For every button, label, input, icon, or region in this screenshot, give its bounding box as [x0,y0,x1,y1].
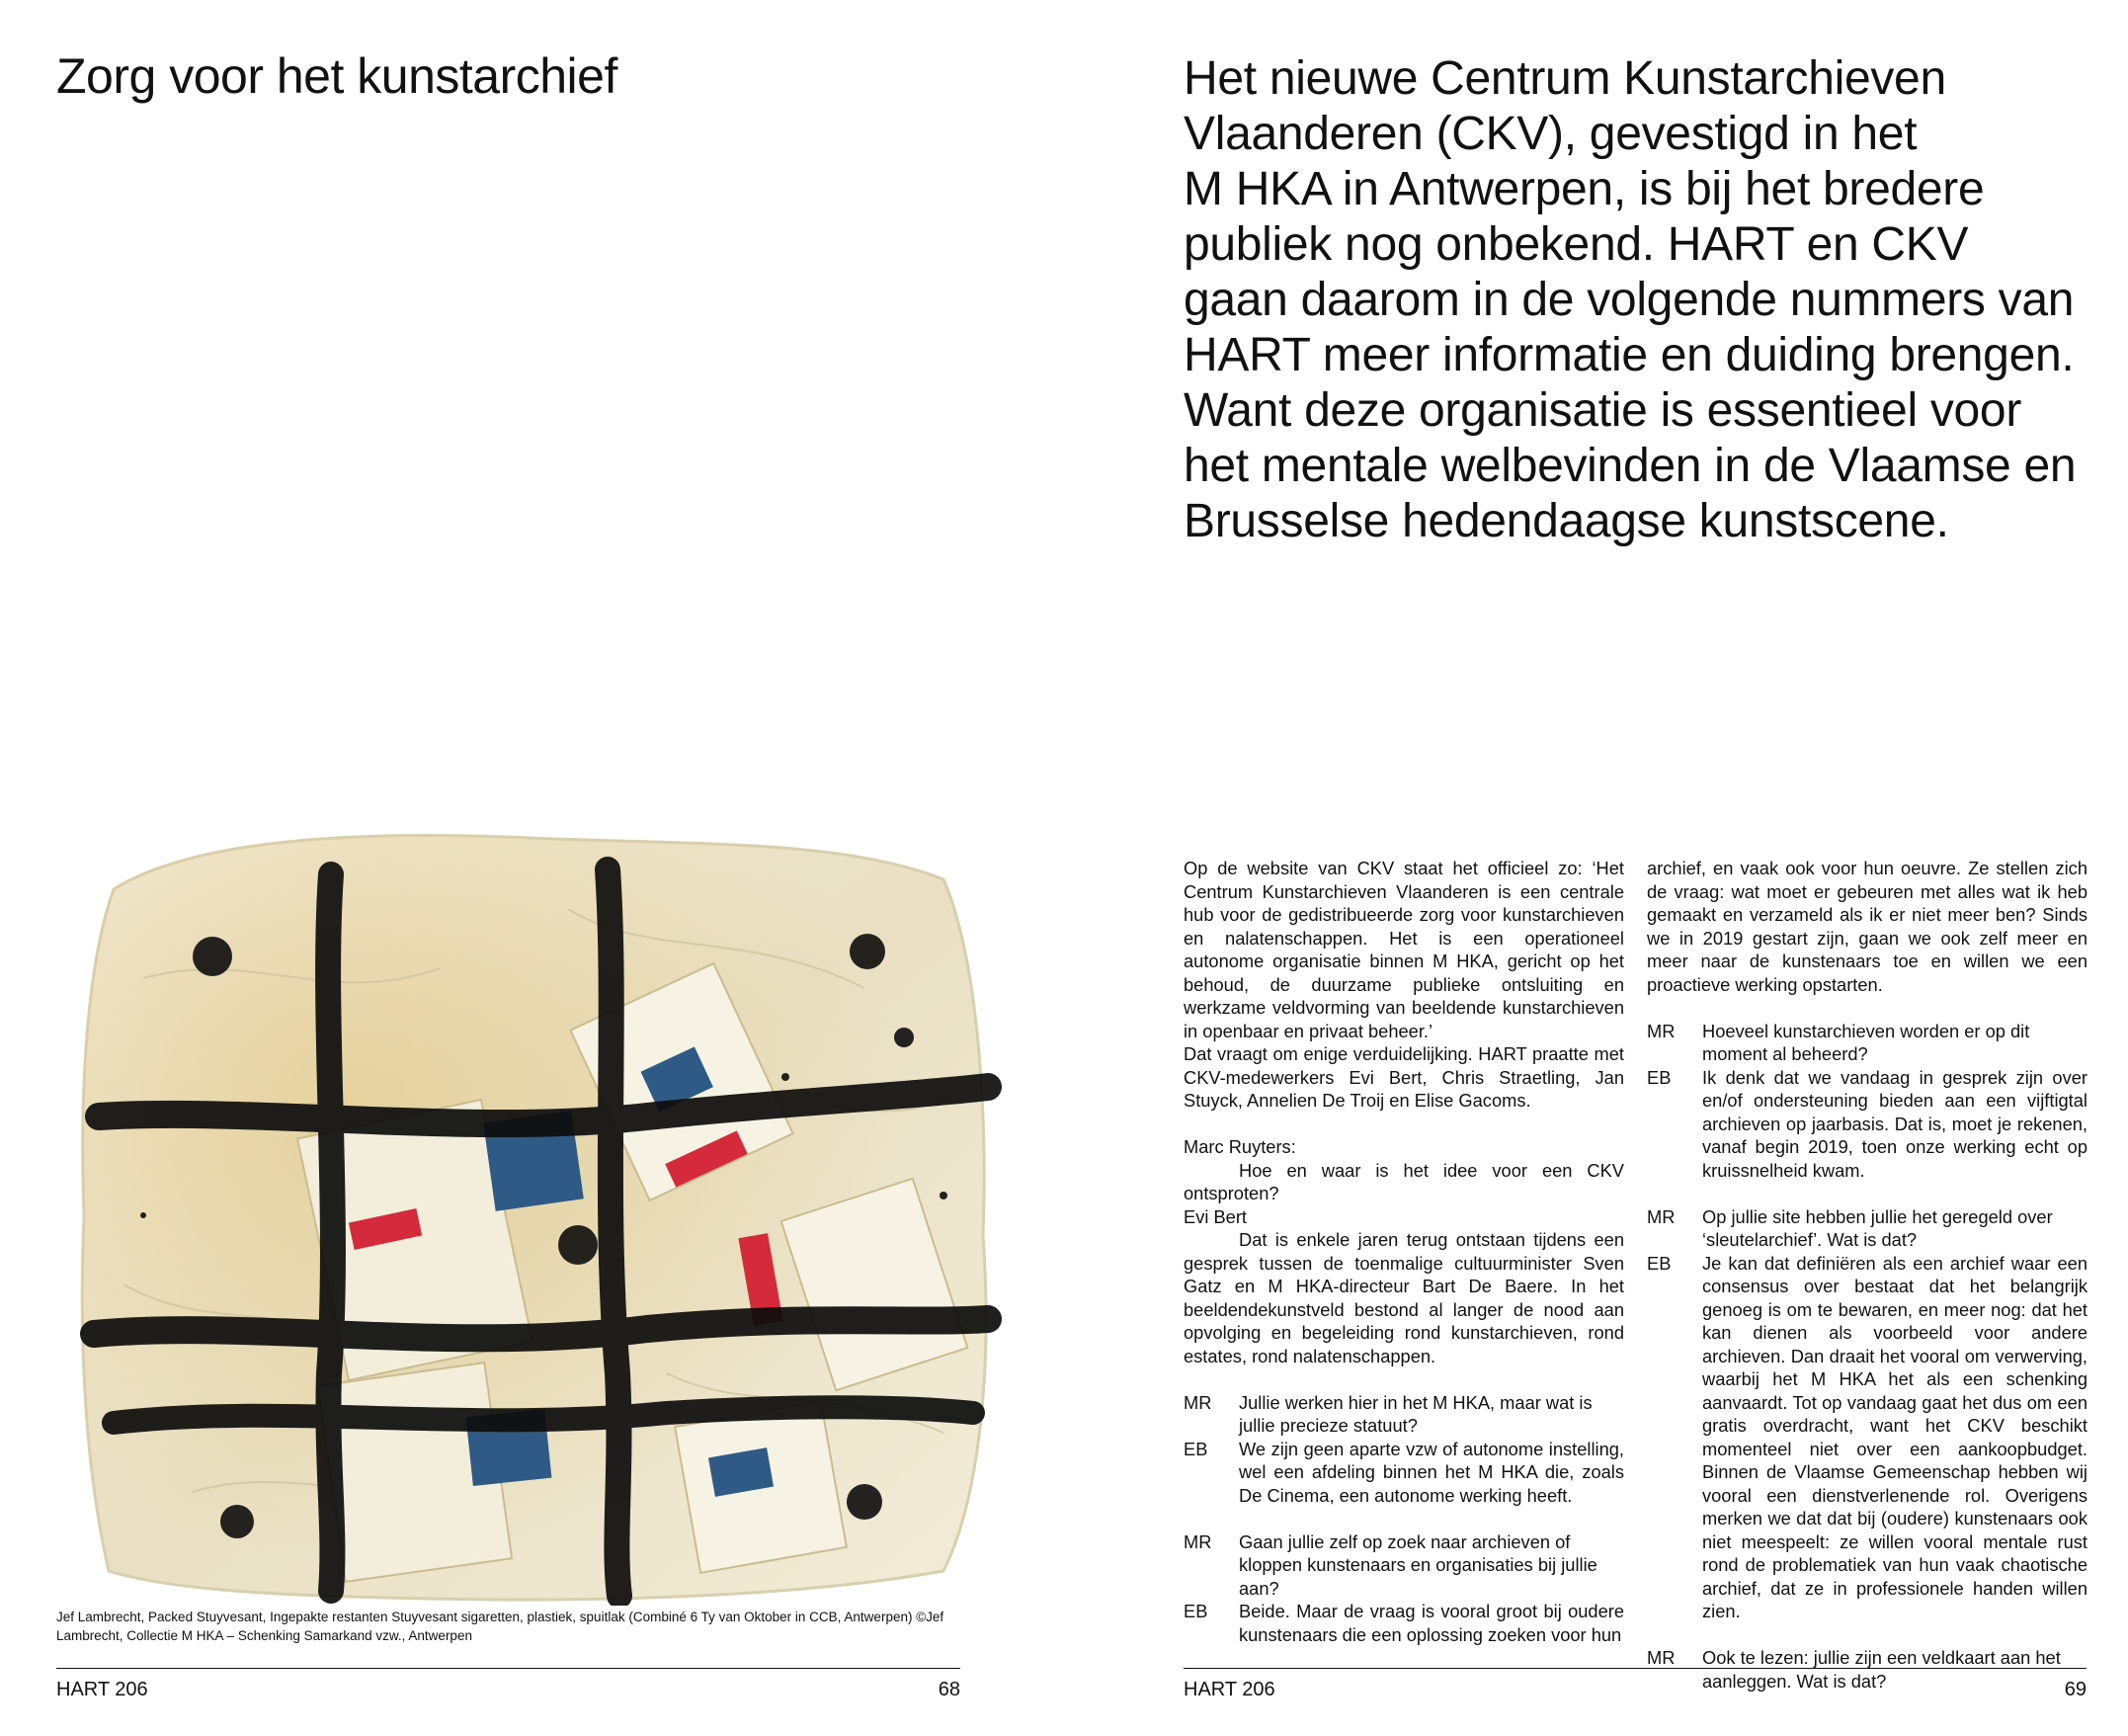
question: Gaan jullie zelf op zoek naar archieven of kloppen kunstenaars en organisaties bij jullie aan? [1239,1530,1597,1599]
lead-paragraph [1184,51,2102,549]
question-block [1184,1391,1624,1438]
question: Ook te lezen: jullie zijn een veldkaart aan het aanleggen. Wat is dat? [1702,1647,2061,1692]
answer: Dat is enkele jaren terug ontstaan tijdens een gesprek tussen de toenmalige cultuurminister Sven Gatz en M HKA-directeur Bart De Baere. In het beeldendekunstveld bestond al langer de nood aan opvolging en begeleiding rond kunstarchieven, rond estates, rond nalatenschappen. [1184,1229,1624,1366]
speaker-initials: EB [1647,1252,1672,1274]
answer: Ik denk dat we vandaag in gesprek zijn over en/of ondersteuning bieden aan een vijftigtal archieven op jaarbasis. Dat is, moet je rekenen, vanaf begin 2019, toen onze werking echt op kruissnelheid kwam. [1702,1066,2087,1181]
speaker-name: Marc Ruyters: [1184,1136,1296,1157]
question: Op jullie site hebben jullie het geregeld over ‘sleutelarchief’. Wat is dat? [1702,1205,2053,1250]
right-footer [1184,1668,2087,1708]
image-caption: Jef Lambrecht, Packed Stuyvesant, Ingepakte restanten Stuyvesant sigaretten, plastiek, spuitlak (Combiné 6 Ty van Oktober in CCB, Antwerpen) ©Jef Lambrecht, Collectie M HKA – Schenking Samarkand vzw., Antwerpen [56,1610,944,1643]
lead-line: HART meer informatie en duiding brengen. [1184,329,2075,381]
left-footer [56,1668,960,1708]
question-block [1647,1205,2087,1252]
speaker-name: Evi Bert [1184,1205,1248,1227]
right-page [1064,0,2128,1736]
question: Hoeveel kunstarchieven worden er op dit moment al beheerd? [1702,1020,2030,1064]
lead-line: het mentale welbevinden in de Vlaamse en [1184,440,2077,492]
speaker-initials: MR [1647,1647,1676,1668]
speaker-initials: MR [1647,1205,1676,1227]
question-block [1184,1530,1624,1601]
page-number: 69 [2064,1679,2087,1700]
lead-line: Het nieuwe Centrum Kunstarchieven [1184,52,1946,105]
answer: Beide. Maar de vraag is vooral groot bij oudere kunstenaars die een oplossing zoeken voor hun [1239,1601,1624,1645]
answer: We zijn geen aparte vzw of autonome instelling, wel een afdeling binnen het M HKA die, zoals De Cinema, een autonome werking heeft. [1239,1438,1624,1506]
speaker-initials: MR [1184,1391,1212,1413]
question-block [1647,1020,2087,1066]
speaker-initials: MR [1184,1530,1212,1552]
lead-line: Vlaanderen (CKV), gevestigd in het [1184,108,1918,160]
question: Hoe en waar is het idee voor een CKV ontsproten? [1184,1159,1624,1203]
article-title: Zorg voor het kunstarchief [56,48,617,104]
magazine-issue: HART 206 [1184,1679,1275,1700]
artwork-photo [54,820,1003,1606]
text-column-1 [1184,857,1624,1646]
answer-block [1184,1438,1624,1508]
intro-paragraph: Op de website van CKV staat het officieel zo: ‘Het Centrum Kunstarchieven Vlaanderen is een centrale hub voor de gedistribueerde zorg voor kunstarchieven en nalatenschappen. Het is een operationeel autonome organisatie binnen M HKA, gericht op het behoud, de duurzame publieke ontsluiting en werkzame veldvorming van beeldende kunstarchieven in openbaar en privaat beheer.’ [1184,858,1624,1041]
lead-line: Want deze organisatie is essentieel voor [1184,384,2022,437]
answer-block [1647,1066,2087,1183]
answer-continued: archief, en vaak ook voor hun oeuvre. Ze stellen zich de vraag: wat moet er gebeuren met alles wat ik heb gemaakt en verzameld als ik er niet meer ben? Sinds we in 2019 gestart zijn, gaan we ook zelf meer en meer naar de kunstenaars toe en willen we een proactieve werking opstarten. [1647,858,2087,995]
page-number: 68 [938,1679,960,1700]
lead-line: gaan daarom in de volgende nummers van [1184,274,2075,326]
magazine-issue: HART 206 [56,1679,148,1700]
speaker-initials: EB [1647,1066,1672,1088]
lead-line: M HKA in Antwerpen, is bij het bredere [1184,163,1985,215]
answer: Je kan dat definiëren als een archief waar een consensus over bestaat dat het belangrijk genoeg is om te bewaren, en meer nog: dat het kan dienen als voorbeeld voor andere archieven. Dan draait het vooral om verwerving, waarbij het M HKA het als een schenking aanvaardt. Tot op vandaag gaat het dus om een gratis overdracht, want het CKV beschikt momenteel niet over een aankoopbudget. Binnen de Vlaamse Gemeenschap hebben wij vooral een dienstverlenende rol. Overigens merken we dat dat bij (oudere) kunstenaars ook niet meespeelt: ze willen vooral mentale rust rond de problematiek van hun vaak chaotische archief, dat ze in professionele handen willen zien. [1702,1252,2087,1621]
lead-line: Brusselse hedendaagse kunstscene. [1184,495,1949,547]
speaker-initials: EB [1184,1601,1208,1621]
question: Jullie werken hier in het M HKA, maar wat is jullie precieze statuut? [1239,1391,1593,1436]
lead-line: publiek nog onbekend. HART en CKV [1184,218,1969,271]
intro-paragraph-2: Dat vraagt om enige verduidelijking. HART praatte met CKV-medewerkers Evi Bert, Chris Straetling, Jan Stuyck, Annelien De Troij en Elise Gacoms. [1184,1043,1624,1111]
speaker-initials: EB [1184,1438,1208,1459]
answer-block [1184,1600,1624,1646]
text-column-2 [1647,857,2087,1693]
speaker-initials: MR [1647,1020,1676,1041]
packed-stuyvesant-image [54,820,1003,1606]
answer-block [1647,1252,2087,1623]
